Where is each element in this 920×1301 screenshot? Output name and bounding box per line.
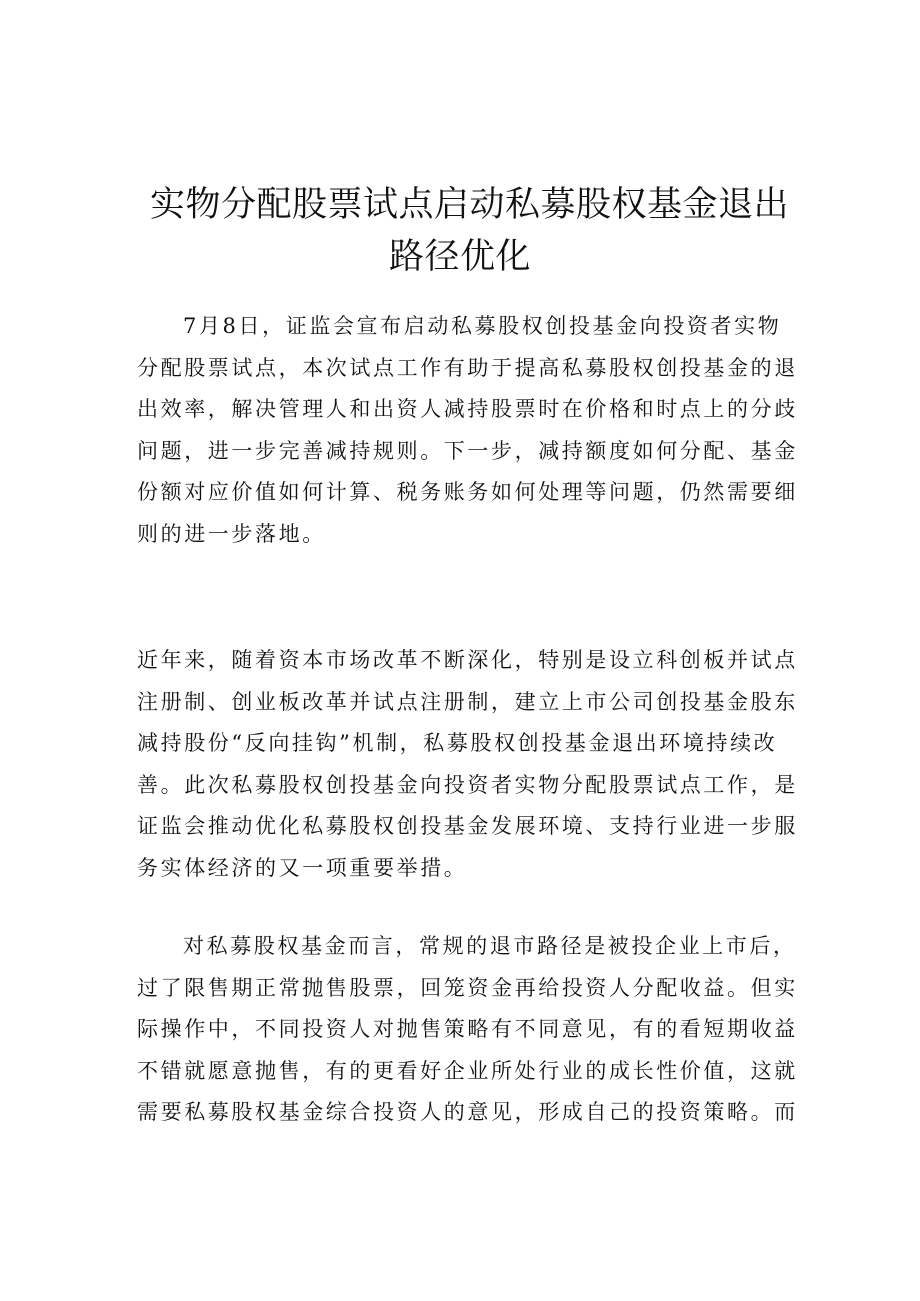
paragraph-line: 近年来，随着资本市场改革不断深化，特别是设立科创板并试点 [137,648,798,672]
paragraph-line: 不错就愿意抛售，有的更看好企业所处行业的成长性价值，这就 [137,1058,798,1083]
paragraph-line: 务实体经济的又一项重要举措。 [137,855,468,880]
paragraph-line: 问题，进一步完善减持规则。下一步，减持额度如何分配、基金 [137,438,798,463]
paragraph-line: 则的进一步落地。 [137,521,326,546]
paragraph-line: 注册制、创业板改革并试点注册制，建立上市公司创投基金股东 [137,689,798,714]
paragraph-line: 出效率，解决管理人和出资人减持股票时在价格和时点上的分歧 [137,397,798,421]
paragraph-line: 过了限售期正常抛售股票，回笼资金再给投资人分配收益。但实 [137,975,798,1000]
paragraph-2 [137,640,798,889]
paragraph-line: 需要私募股权基金综合投资人的意见，形成自己的投资策略。而 [137,1100,798,1124]
paragraph-line: 对私募股权基金而言，常规的退市路径是被投企业上市后， [183,934,797,958]
paragraph-3 [137,926,798,1134]
paragraph-line: 减持股份“反向挂钩”机制，私募股权创投基金退出环境持续改 [137,731,778,755]
paragraph-line: 7月8日，证监会宣布启动私募股权创投基金向投资者实物 [183,314,782,338]
paragraph-line: 际操作中，不同投资人对抛售策略有不同意见，有的看短期收益 [137,1017,798,1041]
title-line-1: 实物分配股票试点启动私募股权基金退出 [150,185,790,226]
paragraph-line: 分配股票试点，本次试点工作有助于提高私募股权创投基金的退 [137,355,798,380]
paragraph-1 [137,306,798,555]
document-title [150,179,790,283]
paragraph-line: 证监会推动优化私募股权创投基金发展环境、支持行业进一步服 [137,814,798,838]
paragraph-line: 善。此次私募股权创投基金向投资者实物分配股票试点工作，是 [137,772,798,797]
paragraph-line: 份额对应价值如何计算、税务账务如何处理等问题，仍然需要细 [137,480,798,504]
title-line-2: 路径优化 [388,237,531,278]
